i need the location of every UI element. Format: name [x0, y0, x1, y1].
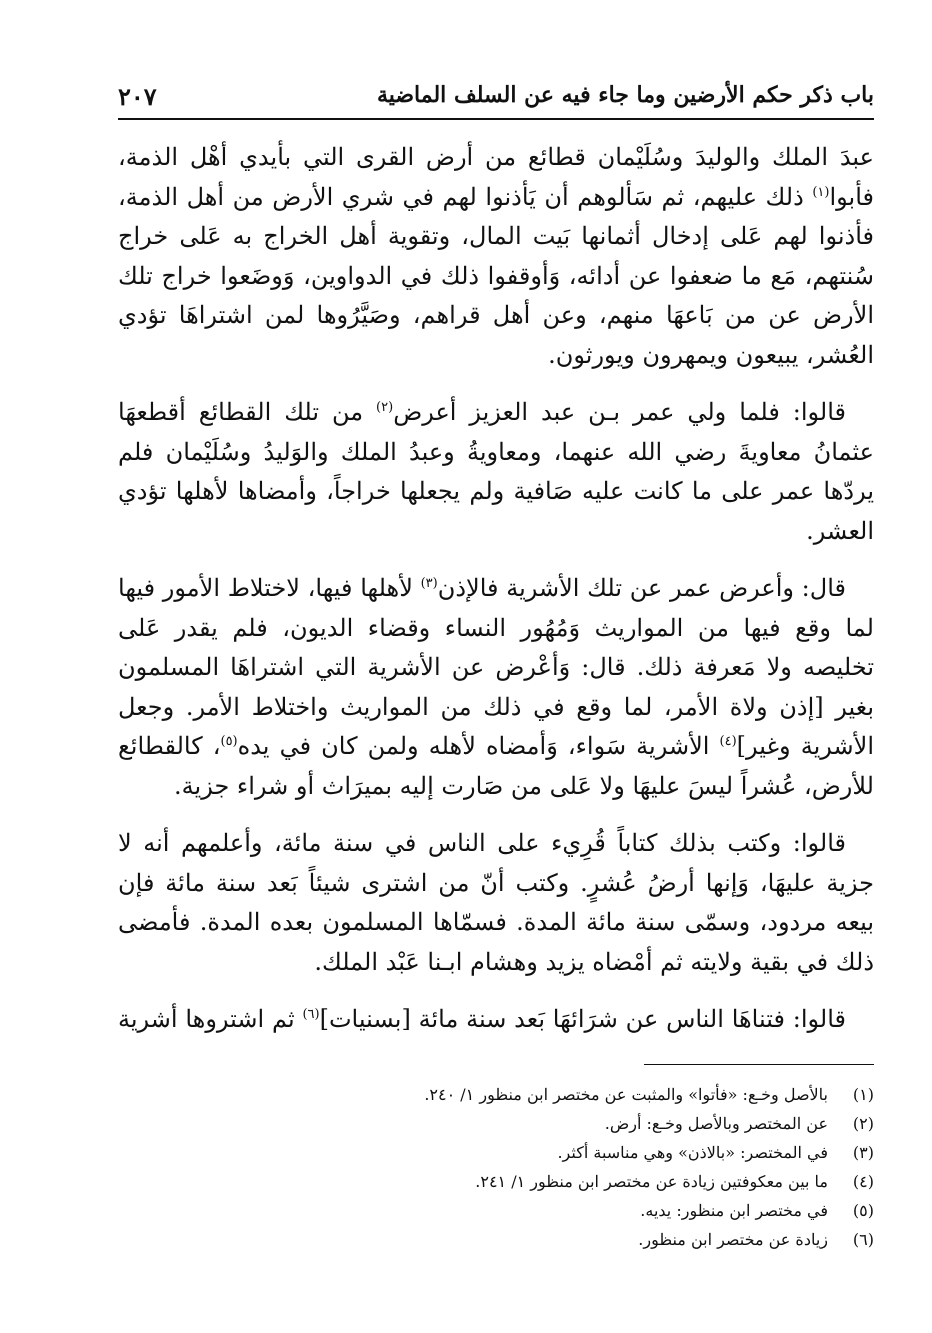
text-run: قالوا: فتناهَا الناس عن شرَائهَا بَعد سنة مائة [بسنيات] [319, 1005, 846, 1033]
footnote-ref: (٣) [420, 576, 438, 591]
paragraph [118, 569, 874, 806]
footnote-text: في مختصر ابن منظور: يديه. [640, 1201, 828, 1220]
footnote-text: ما بين معكوفتين زيادة عن مختصر ابن منظور ١/ ٢٤١. [475, 1172, 828, 1191]
footnote-text: زيادة عن مختصر ابن منظور. [638, 1230, 828, 1249]
main-text [118, 138, 874, 1058]
footnote [118, 1167, 874, 1196]
footnote-number: (٣) [852, 1143, 874, 1162]
text-run: ثم اشتروها أشرية [118, 1005, 303, 1033]
paragraph [118, 393, 874, 551]
footnote [118, 1225, 874, 1254]
footnote-ref: (٤) [719, 734, 737, 749]
text-run: ، كالقطائع للأرض، عُشراً ليسَ عليهَا ولا عَلى من صَارت إليه بميرَاث أو شراء جزية. [118, 732, 874, 800]
text-run: عبدَ الملك والوليدَ وسُلَيْمان قطائع من أرض القرى التي بأيدي أهْل الذمة، فأبوا [118, 143, 874, 211]
text-run: لأهلها فيها، لاختلاط الأمور فيها لما وقع فيها من المواريث وَمُهُور النساء وقضاء الديون، فلم يقدر عَلى تخليصه ولا مَعرفة ذلك. قال: وَأعْرض عن الأشرية التي اشتراهَا المسلمون بغير [إذن ولاة الأمر، لما وقع في ذلك من المواريث واختلاط الأمر. وجعل الأشرية وغير] [118, 574, 874, 760]
paragraph [118, 138, 874, 375]
running-head: باب ذكر حكم الأرضين وما جاء فيه عن السلف الماضية [376, 82, 874, 108]
footnote-number: (٢) [852, 1114, 874, 1133]
text-run: قالوا: فلما ولي عمر بـن عبد العزيز أعرض [393, 398, 846, 426]
text-run: ذلك عليهم، ثم سَألوهم أن يَأذنوا لهم في شري الأرض من أهل الذمة، فأذنوا لهم عَلى إدخال أثمانها بَيت المال، وتقوية أهل الخراج به عَلى خراج سُنتهم، مَع ما ضعفوا عن أدائه، وَأوقفوا ذلك في الدواوين، وَوضَعوا خراج تلك الأرض عن من بَاعهَا منهم، وعن أهل قراهم، وصَيَّرُوها لمن اشتراهَا تؤدي العُشر، يبيعون ويمهرون ويورثون. [118, 182, 874, 369]
footnote-ref: (١) [812, 184, 830, 200]
text-run: قال: وأعرض عمر عن تلك الأشرية فالإذن [437, 574, 846, 602]
footnote-separator [644, 1064, 874, 1065]
footnote-ref: (٦) [302, 1007, 320, 1022]
footnote-ref: (٥) [220, 734, 238, 749]
footnote [118, 1080, 874, 1109]
text-run: من تلك القطائع أقطعهَا عثمانُ معاويةَ رضي الله عنهما، ومعاويةُ وعبدُ الملك والوَليدُ وسُلَيْمان فلم يردّها عمر على ما كانت عليه صَافية ولم يجعلها خراجاً، وأمضاها لأهلها تؤدي العشر. [118, 398, 874, 545]
footnote-number: (٥) [852, 1201, 874, 1220]
footnote-number: (٤) [852, 1172, 874, 1191]
footnote-number: (٦) [852, 1230, 874, 1249]
footnote-text: عن المختصر وبالأصل وخـع: أرض. [604, 1114, 828, 1133]
page-header [118, 78, 874, 120]
text-run: قالوا: وكتب بذلك كتاباً قُرِيء على الناس في سنة مائة، وأعلمهم أنه لا جزية عليهَا، وَإنها أرضُ عُشرٍ. وكتب أنّ من اشترى شيئاً بَعد سنة مائة فإن بيعه مردود، وسمّى سنة مائة المدة. فسمّاها المسلمون بعده المدة. فأمضى ذلك في بقية ولايته ثم أمْضاه يزيد وهشام ابـنا عَبْد الملك. [118, 829, 874, 976]
footnote [118, 1109, 874, 1138]
footnote [118, 1196, 874, 1225]
footnote-number: (١) [852, 1085, 874, 1104]
paragraph [118, 1000, 874, 1040]
footnote-ref: (٢) [376, 400, 394, 415]
text-run: الأشرية سَواء، وَأمضاه لأهله ولمن كان في يده [237, 732, 720, 760]
footnote-text: بالأصل وخـع: «فأتوا» والمثبت عن مختصر ابن منظور ١/ ٢٤٠. [424, 1085, 828, 1104]
page-number: ٢٠٧ [118, 82, 157, 111]
footnote-text: في المختصر: «بالاذن» وهي مناسبة أكثر. [557, 1143, 828, 1162]
paragraph [118, 824, 874, 982]
footnote [118, 1138, 874, 1167]
footnotes [118, 1080, 874, 1254]
